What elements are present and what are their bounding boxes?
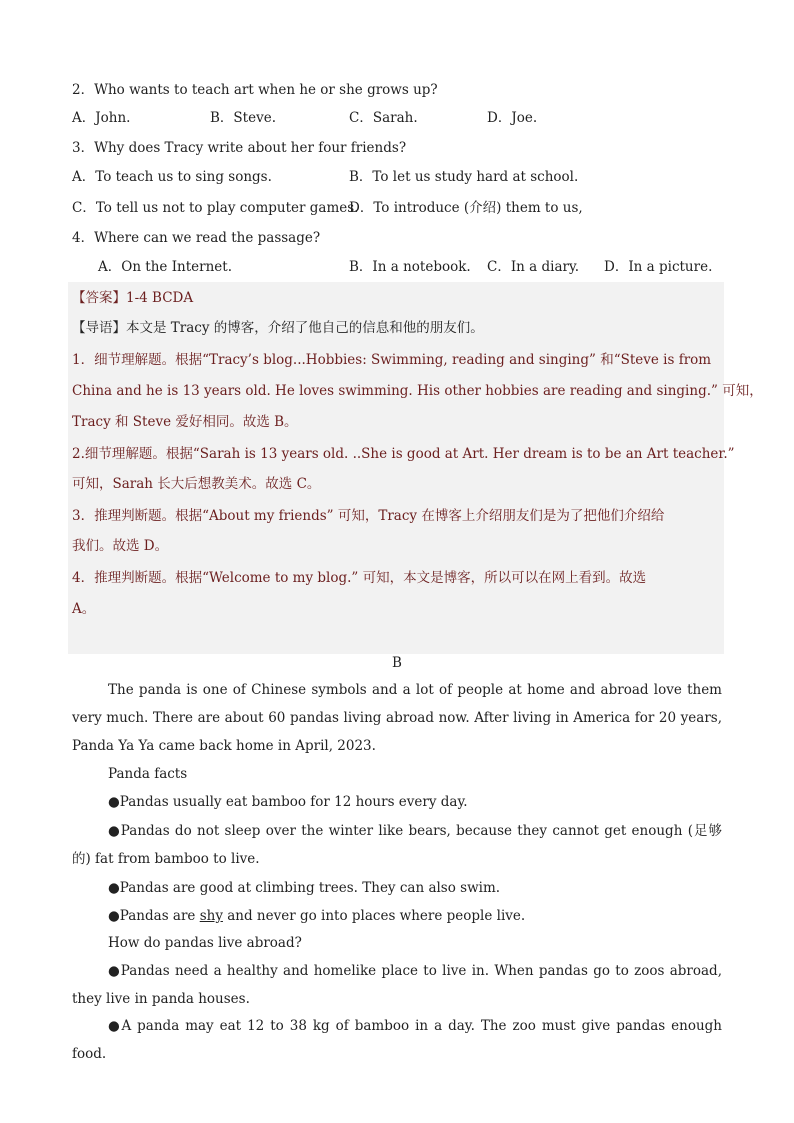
answer-line: A。: [72, 601, 96, 617]
question-4-option-d: D．In a picture.: [604, 259, 713, 275]
shy-word: shy: [199, 908, 223, 924]
fact-item: ●Pandas usually eat bamboo for 12 hours every day.: [108, 794, 468, 810]
question-4-option-b: B．In a notebook.: [349, 259, 471, 275]
answer-box: [68, 282, 724, 654]
answer-line: 2.细节理解题。根据“Sarah is 13 years old. ..She is good at Art. Her dream is to be an Art teacher.”: [72, 446, 735, 462]
fact-item: ●Pandas do not sleep over the winter like bears, because they cannot get enough (足够的) fat from bamboo to live.: [72, 823, 722, 867]
question-2-option-a: A．John.: [72, 110, 131, 126]
answer-guide: 【导语】本文是 Tracy 的博客，介绍了他自己的信息和他的朋友们。: [72, 320, 484, 336]
abroad-title: How do pandas live abroad?: [108, 935, 302, 951]
question-3-option-b: B．To let us study hard at school.: [349, 169, 579, 185]
fact-suffix: and never go into places where people live.: [222, 908, 526, 924]
answer-line: 1．细节理解题。根据“Tracy’s blog...Hobbies: Swimming, reading and singing” 和“Steve is from: [72, 352, 712, 368]
question-3-option-c: C．To tell us not to play computer games.: [72, 200, 359, 216]
question-4-option-a: A．On the Internet.: [98, 259, 232, 275]
question-3-stem: 3．Why does Tracy write about her four friends?: [72, 140, 407, 156]
abroad-item: ●A panda may eat 12 to 38 kg of bamboo in a day. The zoo must give pandas enough food.: [72, 1018, 722, 1062]
question-2-option-b: B．Steve.: [210, 110, 276, 126]
question-3-option-d: D．To introduce (介绍) them to us,: [349, 200, 583, 216]
question-4-option-c: C．In a diary.: [487, 259, 580, 275]
answer-line: China and he is 13 years old. He loves swimming. His other hobbies are reading and singing.” 可知，: [72, 383, 763, 399]
fact-item-shy: [72, 902, 722, 930]
answer-line: 3．推理判断题。根据“About my friends” 可知，Tracy 在博客上介绍朋友们是为了把他们介绍给: [72, 508, 665, 524]
answer-line: 我们。故选 D。: [72, 538, 169, 554]
section-heading: B: [392, 655, 402, 671]
fact-prefix: ●Pandas are: [108, 908, 200, 924]
question-4-stem: 4．Where can we read the passage?: [72, 230, 321, 246]
abroad-item: ●Pandas need a healthy and homelike place to live in. When pandas go to zoos abroad, they live in panda houses.: [72, 963, 722, 1007]
answer-line: 可知，Sarah 长大后想教美术。故选 C。: [72, 476, 321, 492]
fact-item: ●Pandas are good at climbing trees. They can also swim.: [108, 880, 501, 896]
answer-line: Tracy 和 Steve 爱好相同。故选 B。: [72, 414, 298, 430]
question-2-stem: 2．Who wants to teach art when he or she grows up?: [72, 82, 438, 98]
question-3-option-a: A．To teach us to sing songs.: [72, 169, 272, 185]
question-2-option-c: C．Sarah.: [349, 110, 418, 126]
question-2-option-d: D．Joe.: [487, 110, 538, 126]
answer-line: 4．推理判断题。根据“Welcome to my blog.” 可知，本文是博客，所以可以在网上看到。故选: [72, 570, 647, 586]
answer-key: 【答案】1-4 BCDA: [72, 290, 194, 306]
facts-title: Panda facts: [108, 766, 188, 782]
passage-intro: The panda is one of Chinese symbols and a lot of people at home and abroad love them very much. There are about 60 pandas living abroad now. After living in America for 20 years, Panda Ya Ya came back home in April, 2023.: [72, 682, 722, 754]
